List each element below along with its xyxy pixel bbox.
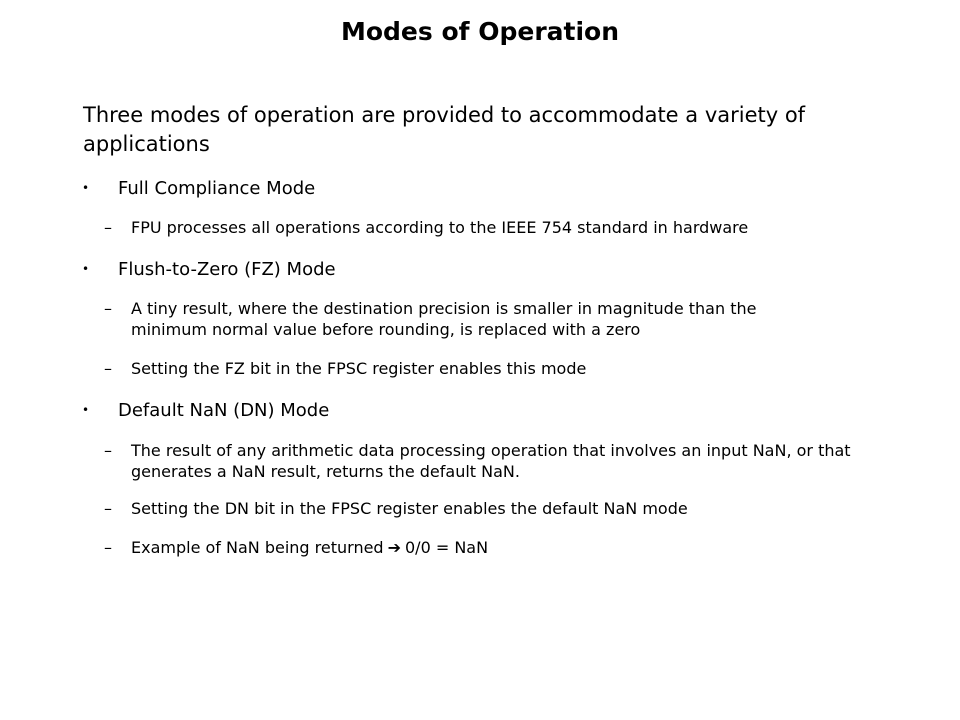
mode-label: Full Compliance Mode [118,178,316,199]
dash-icon: – [104,299,112,318]
mode-label: Flush-to-Zero (FZ) Mode [118,259,336,280]
dash-icon: – [104,499,112,518]
sub-item [104,298,824,340]
dash-icon: – [104,359,112,378]
example-prefix: Example of NaN being returned [131,538,384,557]
mode-item-flush-to-zero [82,256,336,283]
sub-item-text: FPU processes all operations according to the IEEE 754 standard in hardware [131,218,749,237]
sub-item [104,498,864,519]
sub-item-text: A tiny result, where the destination precision is smaller in magnitude than the minimum normal value before rounding, is replaced with a zero [131,299,757,339]
sub-item [104,217,864,238]
dash-icon: – [104,441,112,460]
sub-item-text: Setting the DN bit in the FPSC register enables the default NaN mode [131,499,688,518]
bullet-icon: • [82,181,90,195]
slide-title: Modes of Operation [340,17,620,46]
dash-icon: – [104,218,112,237]
bullet-icon: • [82,262,90,276]
intro-text: Three modes of operation are provided to accommodate a variety of applications [83,103,806,156]
sub-item [104,440,864,482]
right-arrow-icon: ➔ [387,538,401,557]
sub-item [104,358,864,379]
sub-item-example [104,537,864,558]
bullet-icon: • [82,403,90,417]
sub-item-text: The result of any arithmetic data processing operation that involves an input NaN, or that generates a NaN result, returns the default NaN. [131,441,851,481]
sub-item-text [131,537,864,558]
mode-label: Default NaN (DN) Mode [118,400,330,421]
mode-item-default-nan [82,397,329,424]
example-suffix: 0/0 = NaN [405,538,489,557]
sub-item-text: Setting the FZ bit in the FPSC register enables this mode [131,359,587,378]
mode-item-full-compliance [82,175,315,202]
dash-icon: – [104,538,112,557]
